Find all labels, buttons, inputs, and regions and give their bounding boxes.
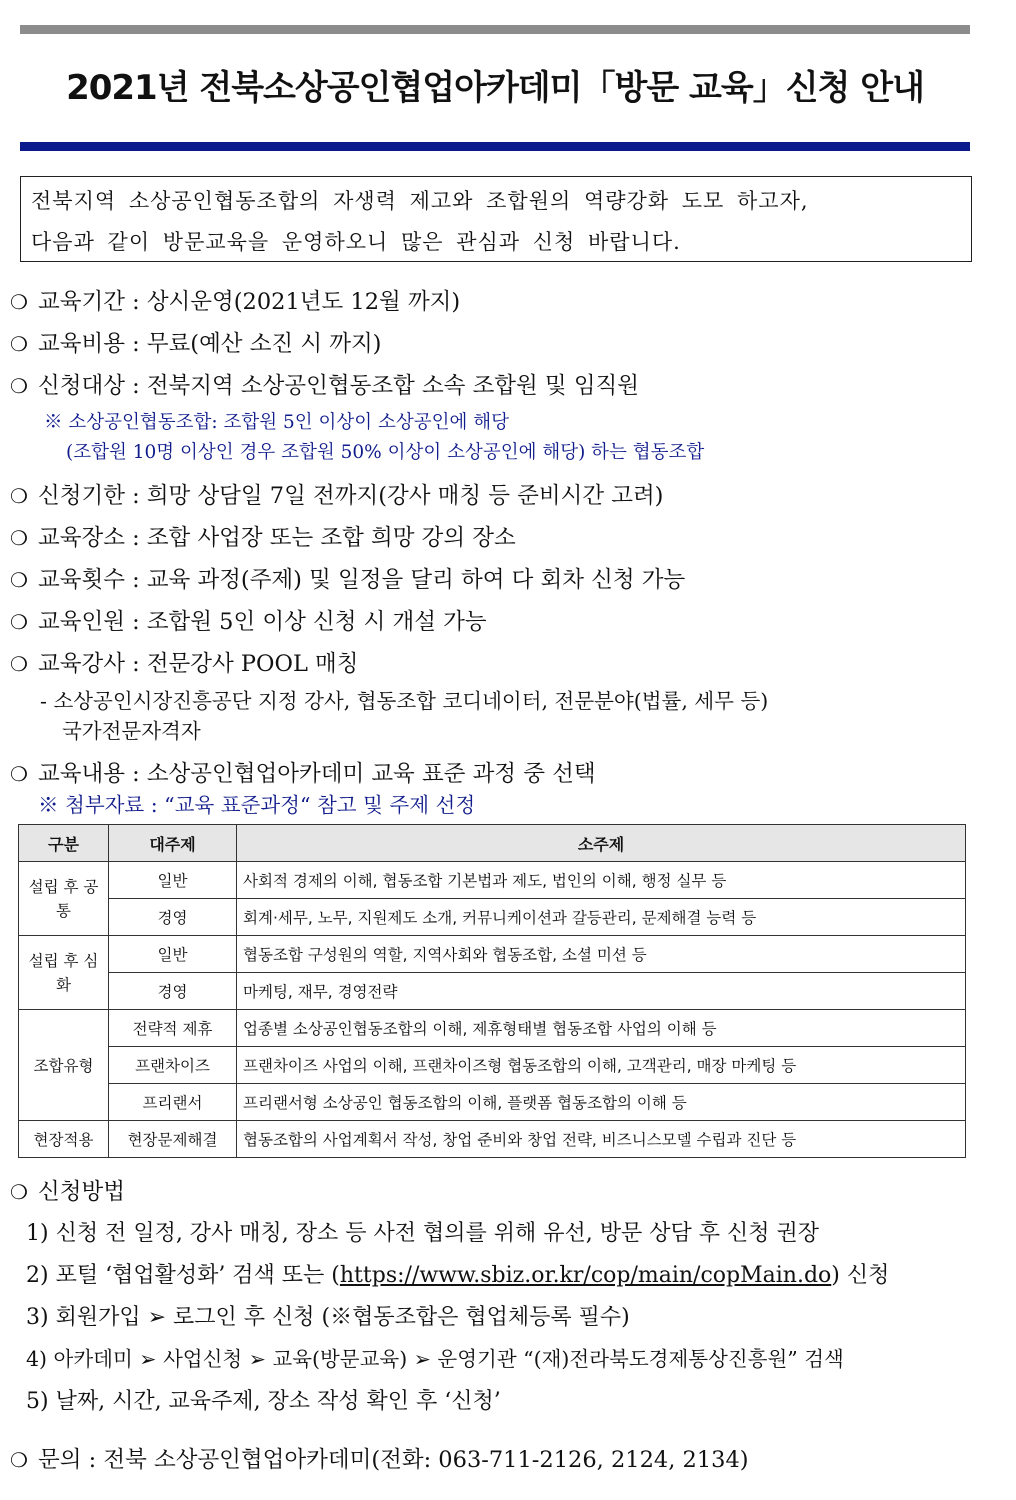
- curriculum-table: [18, 824, 966, 1158]
- bullet-icon: ❍: [10, 1180, 28, 1204]
- bullet-icon: ❍: [10, 652, 28, 676]
- table-row: [19, 1010, 966, 1047]
- sub-topic-cell: 협동조합 구성원의 역할, 지역사회와 협동조합, 소셜 미션 등: [237, 936, 966, 973]
- content-note: ※ 첨부자료 : “교육 표준과정“ 참고 및 주제 선정: [38, 793, 476, 817]
- portal-link[interactable]: https://www.sbiz.or.kr/cop/main/copMain.do: [339, 1263, 832, 1288]
- main-topic-cell: 일반: [109, 862, 237, 899]
- bullet-icon: ❍: [10, 374, 28, 398]
- apply-step-1: 1) 신청 전 일정, 강사 매칭, 장소 등 사전 협의를 위해 유선, 방문 상담 후 신청 권장: [26, 1221, 820, 1246]
- sub-topic-cell: 회계·세무, 노무, 지원제도 소개, 커뮤니케이션과 갈등관리, 문제해결 능력 등: [237, 899, 966, 936]
- main-topic-cell: 경영: [109, 899, 237, 936]
- sub-topic-cell: 업종별 소상공인협동조합의 이해, 제휴형태별 협동조합 사업의 이해 등: [237, 1010, 966, 1047]
- main-topic-cell: 전략적 제휴: [109, 1010, 237, 1047]
- target-note-2: (조합원 10명 이상인 경우 조합원 50% 이상이 소상공인에 해당) 하는 협동조합: [66, 442, 705, 463]
- title-divider: [20, 142, 970, 151]
- apply-step-4: 4) 아카데미 ➢ 사업신청 ➢ 교육(방문교육) ➢ 운영기관 “(재)전라북도경제통상진흥원” 검색: [26, 1347, 844, 1371]
- target-note-1: ※ 소상공인협동조합: 조합원 5인 이상이 소상공인에 해당: [44, 412, 509, 433]
- page-title: 2021년 전북소상공인협업아카데미「방문 교육」신청 안내: [66, 68, 924, 108]
- table-row: [19, 862, 966, 899]
- header-category: 구분: [19, 825, 109, 862]
- table-header-row: [19, 825, 966, 862]
- table-row: [19, 973, 966, 1010]
- group-cell: 설립 후 심화: [19, 936, 109, 1010]
- item-instructor: ❍ 교육강사 : 전문강사 POOL 매칭: [0, 646, 359, 678]
- table-row: [19, 936, 966, 973]
- main-topic-cell: 프리랜서: [109, 1084, 237, 1121]
- instructor-note-2: 국가전문자격자: [62, 719, 201, 743]
- contact-info: ❍ 문의 : 전북 소상공인협업아카데미(전화: 063-711-2126, 2124, 2134): [0, 1442, 749, 1474]
- item-target: ❍ 신청대상 : 전북지역 소상공인협동조합 소속 조합원 및 임직원: [0, 368, 639, 400]
- sub-topic-cell: 프랜차이즈 사업의 이해, 프랜차이즈형 협동조합의 이해, 고객관리, 매장 마케팅 등: [237, 1047, 966, 1084]
- table-row: [19, 899, 966, 936]
- bullet-icon: ❍: [10, 762, 28, 786]
- sub-topic-cell: 사회적 경제의 이해, 협동조합 기본법과 제도, 법인의 이해, 행정 실무 등: [237, 862, 966, 899]
- bullet-icon: ❍: [10, 290, 28, 314]
- item-deadline: ❍ 신청기한 : 희망 상담일 7일 전까지(강사 매칭 등 준비시간 고려): [0, 478, 663, 510]
- item-count: ❍ 교육횟수 : 교육 과정(주제) 및 일정을 달리 하여 다 회차 신청 가능: [0, 562, 685, 594]
- table-row: [19, 1084, 966, 1121]
- header-sub-topic: 소주제: [237, 825, 966, 862]
- apply-step-3: 3) 회원가입 ➢ 로그인 후 신청 (※협동조합은 협업체등록 필수): [26, 1305, 630, 1330]
- intro-line-2: 다음과 같이 방문교육을 운영하오니 많은 관심과 신청 바랍니다.: [31, 230, 681, 254]
- intro-line-1: 전북지역 소상공인협동조합의 자생력 제고와 조합원의 역량강화 도모 하고자,: [31, 189, 809, 213]
- group-cell: 설립 후 공통: [19, 862, 109, 936]
- table-row: [19, 1121, 966, 1158]
- instructor-note-1: - 소상공인시장진흥공단 지정 강사, 협동조합 코디네이터, 전문분야(법률, 세무 등): [40, 689, 769, 713]
- main-topic-cell: 경영: [109, 973, 237, 1010]
- bullet-icon: ❍: [10, 1448, 28, 1472]
- bullet-icon: ❍: [10, 526, 28, 550]
- bullet-icon: ❍: [10, 484, 28, 508]
- apply-step-2: 2) 포털 ‘협업활성화’ 검색 또는 (https://www.sbiz.or.kr/cop/main/copMain.do) 신청: [26, 1263, 890, 1288]
- item-place: ❍ 교육장소 : 조합 사업장 또는 조합 희망 강의 장소: [0, 520, 516, 552]
- main-topic-cell: 일반: [109, 936, 237, 973]
- bullet-icon: ❍: [10, 610, 28, 634]
- header-main-topic: 대주제: [109, 825, 237, 862]
- item-period: ❍ 교육기간 : 상시운영(2021년도 12월 까지): [0, 284, 460, 316]
- group-cell: 조합유형: [19, 1010, 109, 1121]
- table-row: [19, 1047, 966, 1084]
- sub-topic-cell: 협동조합의 사업계획서 작성, 창업 준비와 창업 전략, 비즈니스모델 수립과 진단 등: [237, 1121, 966, 1158]
- sub-topic-cell: 마케팅, 재무, 경영전략: [237, 973, 966, 1010]
- main-topic-cell: 프랜차이즈: [109, 1047, 237, 1084]
- item-content: ❍ 교육내용 : 소상공인협업아카데미 교육 표준 과정 중 선택: [0, 756, 596, 788]
- apply-heading: ❍ 신청방법: [0, 1174, 125, 1206]
- bullet-icon: ❍: [10, 332, 28, 356]
- main-topic-cell: 현장문제해결: [109, 1121, 237, 1158]
- apply-step-5: 5) 날짜, 시간, 교육주제, 장소 작성 확인 후 ‘신청’: [26, 1389, 501, 1414]
- intro-box: [20, 176, 972, 262]
- item-cost: ❍ 교육비용 : 무료(예산 소진 시 까지): [0, 326, 381, 358]
- group-cell: 현장적용: [19, 1121, 109, 1158]
- item-people: ❍ 교육인원 : 조합원 5인 이상 신청 시 개설 가능: [0, 604, 487, 636]
- bullet-icon: ❍: [10, 568, 28, 592]
- sub-topic-cell: 프리랜서형 소상공인 협동조합의 이해, 플랫폼 협동조합의 이해 등: [237, 1084, 966, 1121]
- top-divider: [20, 25, 970, 34]
